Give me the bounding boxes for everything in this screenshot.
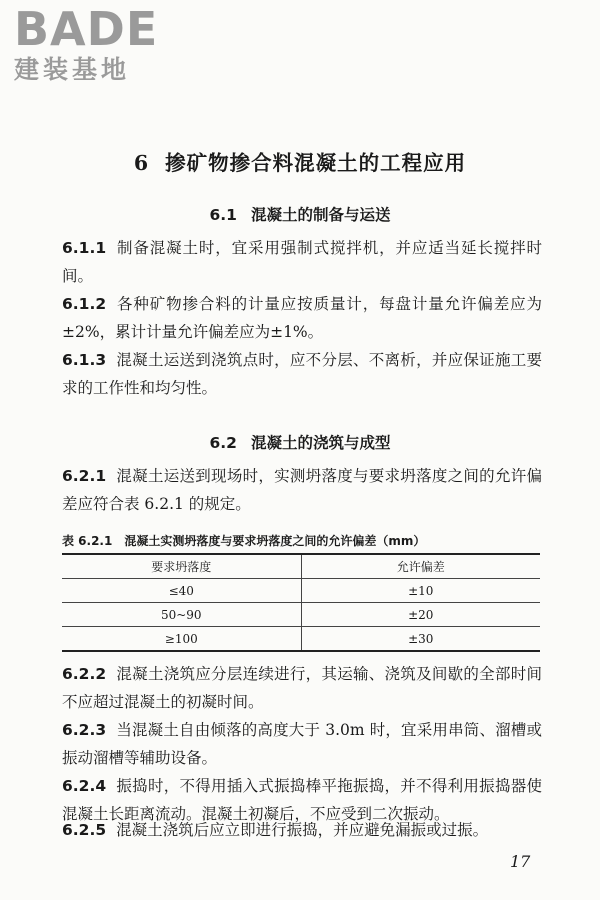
slump-deviation-table xyxy=(62,553,540,652)
section-heading xyxy=(0,203,600,225)
logo-subtitle: 建装基地 xyxy=(14,55,131,84)
clause-paragraph xyxy=(62,346,542,402)
clause-text: 混凝土浇筑后应立即进行振捣，并应避免漏振或过振。 xyxy=(116,821,489,839)
table-cell: ±30 xyxy=(301,627,540,652)
section-title: 混凝土的浇筑与成型 xyxy=(250,434,391,452)
clause-number: 6.1.3 xyxy=(62,351,107,369)
clause-paragraph xyxy=(62,816,542,844)
clause-paragraph xyxy=(62,290,542,346)
clause-text: 各种矿物掺合料的计量应按质量计，每盘计量允许偏差应为±2%，累计计量允许偏差应为±1%。 xyxy=(62,295,542,341)
clause-number: 6.2.3 xyxy=(62,721,107,739)
table-header-row xyxy=(62,554,540,579)
table-cell: ±20 xyxy=(301,603,540,627)
section-heading xyxy=(0,431,600,453)
table-row xyxy=(62,579,540,603)
table-caption xyxy=(62,532,542,549)
clause-text: 混凝土运送到现场时，实测坍落度与要求坍落度之间的允许偏差应符合表 6.2.1 的规定。 xyxy=(62,467,542,513)
clause-number: 6.2.4 xyxy=(62,777,107,795)
table-number: 表 6.2.1 xyxy=(62,534,113,548)
clause-paragraph xyxy=(62,660,542,716)
clause-paragraph xyxy=(62,462,542,518)
clause-paragraph xyxy=(62,716,542,772)
table-cell: 50~90 xyxy=(62,603,301,627)
table-row xyxy=(62,603,540,627)
clause-paragraph xyxy=(62,234,542,290)
section-title: 混凝土的制备与运送 xyxy=(250,206,391,224)
clause-number: 6.1.2 xyxy=(62,295,107,313)
clause-number: 6.2.2 xyxy=(62,665,107,683)
clause-number: 6.2.5 xyxy=(62,821,107,839)
clause-text: 制备混凝土时，宜采用强制式搅拌机，并应适当延长搅拌时间。 xyxy=(62,239,542,285)
clause-text: 混凝土运送到浇筑点时，应不分层、不离析，并应保证施工要求的工作性和均匀性。 xyxy=(62,351,542,397)
chapter-title: 掺矿物掺合料混凝土的工程应用 xyxy=(165,151,467,175)
section-number: 6.1 xyxy=(209,206,237,224)
section-number: 6.2 xyxy=(209,434,237,452)
table-cell: ≤40 xyxy=(62,579,301,603)
clause-text: 振捣时，不得用插入式振捣棒平拖振捣，并不得利用振捣器使混凝土长距离流动。混凝土初凝后，不应受到二次振动。 xyxy=(62,777,542,823)
table-cell: ±10 xyxy=(301,579,540,603)
clause-text: 混凝土浇筑应分层连续进行，其运输、浇筑及间歇的全部时间不应超过混凝土的初凝时间。 xyxy=(62,665,542,711)
table-caption-text: 混凝土实测坍落度与要求坍落度之间的允许偏差（mm） xyxy=(124,534,426,548)
table-header-cell: 要求坍落度 xyxy=(62,554,301,579)
logo-wordmark: BADE xyxy=(14,2,159,56)
table-header-cell: 允许偏差 xyxy=(301,554,540,579)
clause-number: 6.2.1 xyxy=(62,467,107,485)
table-cell: ≥100 xyxy=(62,627,301,652)
clause-number: 6.1.1 xyxy=(62,239,107,257)
chapter-number: 6 xyxy=(133,151,150,175)
table-row xyxy=(62,627,540,652)
clause-text: 当混凝土自由倾落的高度大于 3.0m 时，宜采用串筒、溜槽或振动溜槽等辅助设备。 xyxy=(62,721,542,767)
page-number: 17 xyxy=(510,852,531,871)
brand-logo xyxy=(14,2,184,88)
chapter-heading xyxy=(0,146,600,176)
